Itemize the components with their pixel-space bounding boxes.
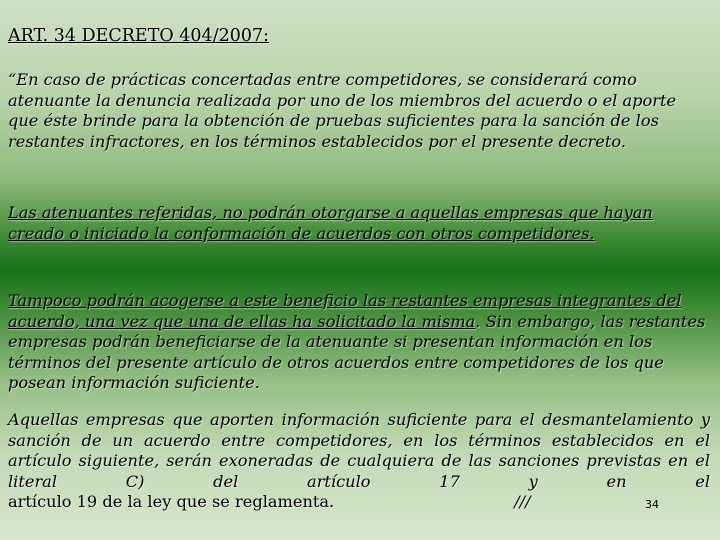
paragraph-restrictions-rest: . Sin embargo, las restantes empresas podrán beneficiarse de la atenuante si presentan información en los términos del presente artículo de otros acuerdos entre competidores de los que posean información suficiente. xyxy=(8,311,706,392)
paragraph-exoneration-italic: Aquellas empresas que aporten información suficiente para el desmantelamiento y sanción de un acuerdo entre competidores, en los términos establecidos en el artículo siguiente, serán exoneradas de cualquiera de las sanciones previstas en el literal C) del artículo 17 y en el xyxy=(8,410,710,491)
paragraph-attenuants: Las atenuantes referidas, no podrán otorgarse a aquellas empresas que hayan creado o iniciado la conformación de acuerdos con otros competidores. xyxy=(8,203,653,243)
slide-title: ART. 34 DECRETO 404/2007: xyxy=(8,26,270,46)
slide-number: 34 xyxy=(645,498,659,511)
paragraph-quote: “En caso de prácticas concertadas entre competidores, se considerará como atenuante la denuncia realizada por uno de los miembros del acuerdo o el aporte que éste brinde para la obtención de pruebas suficientes para la sanción de los restantes infractores, en los términos establecidos por el presente decreto. xyxy=(8,70,677,151)
continuation-mark: /// xyxy=(514,492,531,511)
paragraph-exoneration-end: artículo 19 de la ley que se reglamenta. xyxy=(8,492,335,511)
paragraph-restrictions xyxy=(8,291,710,394)
paragraph-exoneration xyxy=(8,410,710,513)
paragraph-restrictions-underlined: Tampoco podrán acogerse a este beneficio las restantes empresas integrantes del acuerdo, una vez que una de ellas ha solicitado la misma xyxy=(8,291,682,331)
